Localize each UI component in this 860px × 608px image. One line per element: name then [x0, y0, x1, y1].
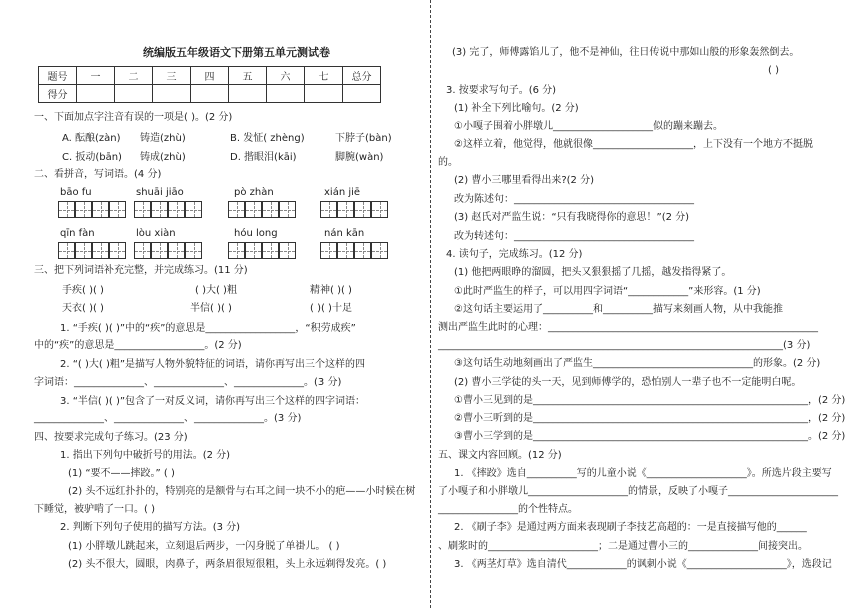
writing-box[interactable] — [262, 242, 279, 259]
question-text: (1) “要不——摔跤。” ( ) — [68, 468, 175, 479]
writing-box[interactable] — [58, 201, 75, 218]
question-text: (2) 头不很大，圆眼，肉鼻子，两条眉很短很粗，头上永远剃得发亮。( ) — [68, 559, 387, 570]
score-cell: 四 — [191, 67, 229, 85]
writing-box[interactable] — [279, 242, 296, 259]
question-text: (1) 他把两眼睁的溜圆，把头又狠狠摇了几摇，越发指得紧了。 — [454, 267, 732, 278]
score-cell: 二 — [115, 67, 153, 85]
question-text: ①小嘎子围着小胖墩儿____________________似的蹦来蹦去。 — [454, 121, 723, 132]
score-header-row — [39, 67, 381, 85]
question-text: 2. 判断下列句子使用的描写方法。(3 分) — [60, 522, 241, 533]
writing-box[interactable] — [75, 201, 92, 218]
writing-box[interactable] — [371, 201, 388, 218]
writing-box[interactable] — [320, 242, 337, 259]
writing-box[interactable] — [151, 201, 168, 218]
writing-box[interactable] — [185, 242, 202, 259]
pinyin-label: bāo fu — [60, 187, 92, 198]
score-cell: 三 — [153, 67, 191, 85]
option-b: B. 发怔( zhèng) — [230, 133, 305, 144]
question-text: 改为陈述句：____________________________________ — [454, 194, 694, 205]
writing-box[interactable] — [58, 242, 75, 259]
score-cell: 六 — [267, 67, 305, 85]
score-input-cell[interactable] — [305, 85, 343, 103]
question-text: 测出严监生此时的心理：______________________________________________________ — [438, 322, 818, 333]
question-text: (1) 补全下列比喻句。(2 分) — [454, 103, 579, 114]
score-input-cell[interactable] — [153, 85, 191, 103]
question-text: 4. 读句子，完成练习。(12 分) — [446, 249, 583, 260]
writing-box[interactable] — [354, 201, 371, 218]
option-d: D. 揩眼泪(kāi) — [230, 152, 297, 163]
question-text: 字词语：______________、______________、______________。(3 分) — [34, 377, 342, 388]
writing-box[interactable] — [262, 201, 279, 218]
writing-box[interactable] — [228, 242, 245, 259]
writing-box[interactable] — [75, 242, 92, 259]
fill-word: 天衣( )( ) — [62, 303, 104, 314]
writing-box[interactable] — [92, 242, 109, 259]
score-input-cell[interactable] — [77, 85, 115, 103]
writing-box[interactable] — [109, 201, 126, 218]
question-text: 1. “手疾( )( )”中的“疾”的意思是__________________，“积劳成疾” — [60, 323, 356, 334]
writing-box[interactable] — [134, 201, 151, 218]
question-text: (3) 赵氏对严监生说：“只有我晓得你的意思！”(2 分) — [454, 212, 690, 223]
question-text: ③曹小三学到的是_______________________________________________________。(2 分) — [454, 431, 846, 442]
question-text: ②这样立着，他觉得，他就很像____________________，上下没有一个地方不挺脱 — [454, 139, 813, 150]
writing-box[interactable] — [168, 201, 185, 218]
question-text: (2) 曹小三学徒的头一天，见到师傅学的，恐怕别人一辈子也不一定能明白呢。 — [454, 377, 802, 388]
writing-box[interactable] — [279, 201, 296, 218]
question-text: 1. 指出下列句中破折号的用法。(2 分) — [60, 450, 231, 461]
question-text: 3. 《两茎灯草》选自清代____________的讽刺小说《____________________》，选段记 — [454, 559, 832, 570]
option-d-2: 脚腕(wàn) — [335, 152, 384, 163]
question-text: ①此时严监生的样子，可以用四字词语“____________”来形容。(1 分) — [454, 286, 761, 297]
score-cell: 总分 — [343, 67, 381, 85]
section-5-heading: 五、课文内容回顾。(12 分) — [438, 450, 562, 461]
score-input-cell[interactable] — [191, 85, 229, 103]
option-a: A. 酝酿(zàn) — [62, 133, 121, 144]
score-input-cell[interactable] — [115, 85, 153, 103]
pinyin-label: nán kān — [324, 228, 365, 239]
question-text: ③这句话生动地刻画出了严监生________________________________的形象。(2 分) — [454, 358, 821, 369]
score-cell: 七 — [305, 67, 343, 85]
question-text: (2) 头不远红扑扑的，特别亮的是额骨与右耳之间一块不小的疤——小时候在树 — [68, 486, 416, 497]
score-input-cell[interactable] — [343, 85, 381, 103]
pinyin-label: qīn fàn — [60, 228, 95, 239]
score-cell: 得分 — [39, 85, 77, 103]
question-text: (1) 小胖墩儿跳起来，立刻退后两步，一闪身脱了单褂儿。 ( ) — [68, 541, 340, 552]
exam-title: 统编版五年级语文下册第五单元测试卷 — [143, 46, 330, 59]
question-text: 的。 — [438, 157, 458, 168]
question-text: 2. “( )大( )粗”是描写人物外貌特征的词语，请你再写出三个这样的四 — [60, 359, 366, 370]
question-text: 3. “半信( )( )”包含了一对反义词，请你再写出三个这样的四字词语： — [60, 396, 366, 407]
question-text: 下睡觉，被驴啃了一口。( ) — [34, 504, 155, 515]
section-3-heading: 三、把下列词语补充完整，并完成练习。(11 分) — [34, 265, 248, 276]
pinyin-label: xián jiē — [324, 187, 361, 198]
writing-box[interactable] — [320, 201, 337, 218]
question-text: 了小嘎子和小胖墩儿____________________的情景，反映了小嘎子______________________ — [438, 486, 838, 497]
score-cell: 五 — [229, 67, 267, 85]
score-value-row — [39, 85, 381, 103]
score-cell: 一 — [77, 67, 115, 85]
writing-box[interactable] — [134, 242, 151, 259]
writing-box[interactable] — [92, 201, 109, 218]
question-text: ________________的个性特点。 — [438, 504, 578, 515]
question-text: 、刷浆时的______________________；二是通过曹小三的______________间接突出。 — [438, 541, 808, 552]
question-text: 改为转述句：____________________________________ — [454, 231, 694, 242]
question-text: 3. 按要求写句子。(6 分) — [446, 85, 557, 96]
section-4-heading: 四、按要求完成句子练习。(23 分) — [34, 432, 188, 443]
score-cell: 题号 — [39, 67, 77, 85]
writing-box[interactable] — [185, 201, 202, 218]
score-input-cell[interactable] — [229, 85, 267, 103]
fill-word: ( )大( )粗 — [195, 285, 237, 296]
option-b-2: 下脖子(bàn) — [335, 133, 392, 144]
score-input-cell[interactable] — [267, 85, 305, 103]
question-text: _____________________________________________________________________(3 分) — [438, 340, 811, 351]
section-1-heading: 一、下面加点字注音有误的一项是( )。(2 分) — [34, 112, 233, 123]
question-text: 2. 《刷子李》是通过两方面来表现刷子李技艺高超的：一是直接描写他的______ — [454, 522, 807, 533]
question-text: ②这句话主要运用了__________和__________描写来刻画人物，从中我能推 — [454, 304, 783, 315]
question-text: (2) 曹小三哪里看得出来?(2 分) — [454, 175, 594, 186]
answer-paren: ( ) — [768, 65, 779, 76]
question-text: ______________、______________、______________。(3 分) — [34, 413, 302, 424]
pinyin-label: pò zhàn — [234, 187, 274, 198]
fill-word: ( )( )十足 — [310, 303, 352, 314]
option-a-2: 铸造(zhù) — [140, 133, 186, 144]
writing-box[interactable] — [354, 242, 371, 259]
fill-word: 手疾( )( ) — [62, 285, 104, 296]
pinyin-label: hóu long — [234, 228, 278, 239]
writing-box[interactable] — [337, 201, 354, 218]
writing-box[interactable] — [245, 242, 262, 259]
writing-box[interactable] — [337, 242, 354, 259]
writing-box[interactable] — [245, 201, 262, 218]
option-c-2: 铸成(zhù) — [140, 152, 186, 163]
question-text: ①曹小三见到的是_______________________________________________________，(2 分) — [454, 395, 846, 406]
fill-word: 精神( )( ) — [310, 285, 352, 296]
writing-box[interactable] — [151, 242, 168, 259]
writing-box[interactable] — [109, 242, 126, 259]
option-c: C. 扳动(bān) — [62, 152, 122, 163]
writing-box[interactable] — [371, 242, 388, 259]
column-divider — [430, 0, 431, 608]
writing-box[interactable] — [168, 242, 185, 259]
question-text: (3) 完了，师傅露馅儿了，他不是神仙，往日传说中那如山般的形象轰然倒去。 — [452, 47, 800, 58]
question-text: 1. 《摔跤》选自__________写的儿童小说《____________________》。所选片段主要写 — [454, 468, 832, 479]
writing-box[interactable] — [228, 201, 245, 218]
question-text: 中的“疾”的意思是__________________。(2 分) — [34, 340, 242, 351]
pinyin-label: shuāi jiāo — [136, 187, 184, 198]
question-text: ②曹小三听到的是_______________________________________________________，(2 分) — [454, 413, 846, 424]
fill-word: 半信( )( ) — [190, 303, 232, 314]
section-2-heading: 二、看拼音，写词语。(4 分) — [34, 169, 162, 180]
pinyin-label: lòu xiàn — [136, 228, 176, 239]
score-table — [38, 66, 381, 103]
